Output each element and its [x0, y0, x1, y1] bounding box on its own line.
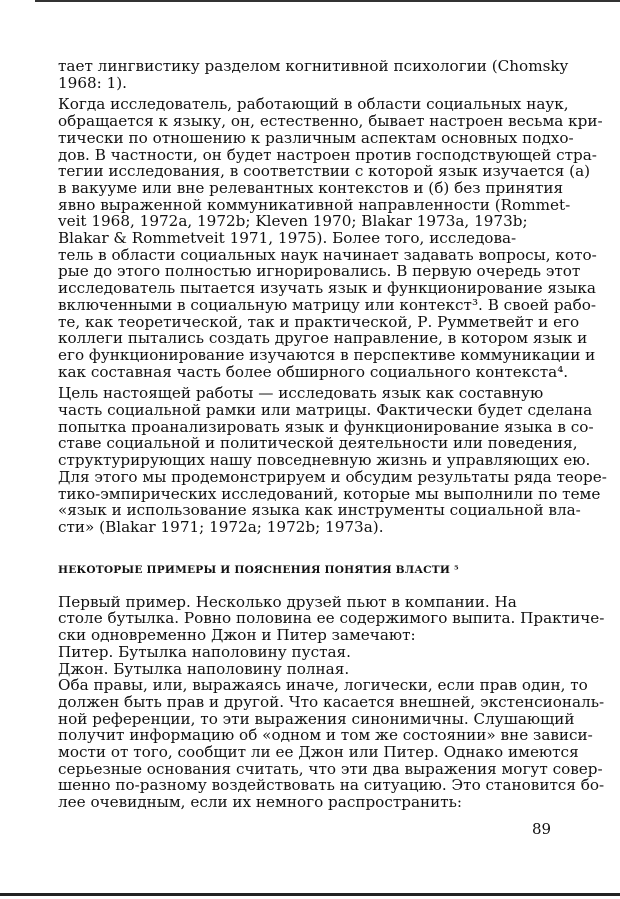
- text-line: тегии исследования, в соответствии с которой язык изучается (а): [58, 162, 591, 181]
- text-line: 1968: 1).: [58, 73, 128, 92]
- text-line: Для этого мы продемонстрируем и обсудим результаты ряда теорe-: [58, 467, 607, 486]
- section-heading: НЕКОТОРЫЕ ПРИМЕРЫ И ПОЯСНЕНИЯ ПОНЯТИЯ ВЛАСТИ ⁵: [58, 563, 459, 576]
- text-line: Первый пример. Несколько друзей пьют в компании. На: [58, 592, 517, 611]
- paragraph-1: [58, 57, 569, 92]
- page-number: 89: [532, 820, 552, 838]
- text-line: тически по отношению к различным аспектам основных подхо-: [58, 128, 574, 147]
- text-line: в вакууме или вне релевантных контекстов и (б) без принятия: [58, 178, 564, 197]
- text-line: тико-эмпирических исследований, которые мы выполнили по теме: [58, 484, 601, 503]
- text-line: ставе социальной и политической деятельности или поведения,: [58, 434, 578, 453]
- text-line: Когда исследователь, работающий в области социальных наук,: [58, 95, 569, 114]
- text-line: попытка проанализировать язык и функционирование языка в со-: [58, 417, 594, 436]
- section-text: [58, 592, 605, 812]
- text-line: рые до этого полностью игнорировались. В первую очередь этот: [58, 262, 581, 281]
- text-line: серьезные основания считать, что эти два выражения могут совер-: [58, 759, 603, 778]
- text-line: Цель настоящей работы — исследовать язык как составную: [58, 384, 544, 403]
- text-line: «язык и использование языка как инструменты социальной вла-: [58, 501, 581, 520]
- page-body: [58, 57, 607, 812]
- text-line: структурирующих нашу повседневную жизнь и управляющих ею.: [58, 451, 591, 470]
- paragraph-3: [58, 384, 607, 536]
- text-line: тает лингвистику разделом когнитивной психологии (Chomsky: [58, 57, 569, 75]
- text-line: Оба правы, или, выражаясь иначе, логически, если прав один, то: [58, 676, 588, 695]
- text-line: столе бутылка. Ровно половина ее содержимого выпита. Практиче-: [58, 609, 605, 628]
- text-line: лее очевидным, если их немного распространить:: [58, 793, 463, 812]
- text-line: мости от того, сообщит ли ее Джон или Питер. Однако имеются: [58, 743, 579, 762]
- heading-gap-top: [58, 536, 558, 563]
- top-edge-line: [35, 0, 620, 2]
- paragraph-2: [58, 95, 603, 381]
- text-line: Blakar & Rommetveit 1971, 1975). Более того, исследова-: [58, 229, 517, 248]
- text-line: шенно по-разному воздействовать на ситуацию. Это становится бо-: [58, 776, 605, 795]
- text-line: явно выраженной коммуникативной направленности (Rommet-: [58, 195, 571, 214]
- text-line: те, как теоретической, так и практической, Р. Румметвейт и его: [58, 312, 580, 331]
- text-line: включенными в социальную матрицу или контекст³. В своей рабо-: [58, 295, 597, 314]
- text-line: ски одновременно Джон и Питер замечают:: [58, 626, 416, 645]
- text-line: veit 1968, 1972a, 1972b; Kleven 1970; Blakar 1973a, 1973b;: [58, 212, 528, 231]
- text-line: сти» (Blakar 1971; 1972a; 1972b; 1973a).: [58, 517, 384, 536]
- text-line: обращается к языку, он, естественно, бывает настроен весьма кри-: [58, 112, 603, 131]
- text-line: ной референции, то эти выражения синонимичны. Слушающий: [58, 709, 575, 728]
- text-line: исследователь пытается изучать язык и функционирование языка: [58, 279, 596, 298]
- text-line: Питер. Бутылка наполовину пустая.: [58, 642, 351, 661]
- text-line: коллеги пытались создать другое направление, в котором язык и: [58, 329, 588, 348]
- heading-gap-bottom: [58, 577, 558, 594]
- text-line: должен быть прав и другой. Что касается внешней, экстенсиональ-: [58, 692, 605, 711]
- text-line: как составная часть более обширного социального контекста⁴.: [58, 362, 569, 381]
- text-line: дов. В частности, он будет настроен против господствующей стра-: [58, 145, 597, 164]
- text-line: его функционирование изучаются в перспективе коммуникации и: [58, 345, 596, 364]
- text-line: часть социальной рамки или матрицы. Фактически будет сделана: [58, 401, 593, 420]
- text-line: Джон. Бутылка наполовину полная.: [58, 659, 350, 678]
- text-line: тель в области социальных наук начинает задавать вопросы, кото-: [58, 245, 597, 264]
- bottom-edge-line: [0, 893, 620, 896]
- text-line: получит информацию об «одном и том же состоянии» вне зависи-: [58, 726, 593, 745]
